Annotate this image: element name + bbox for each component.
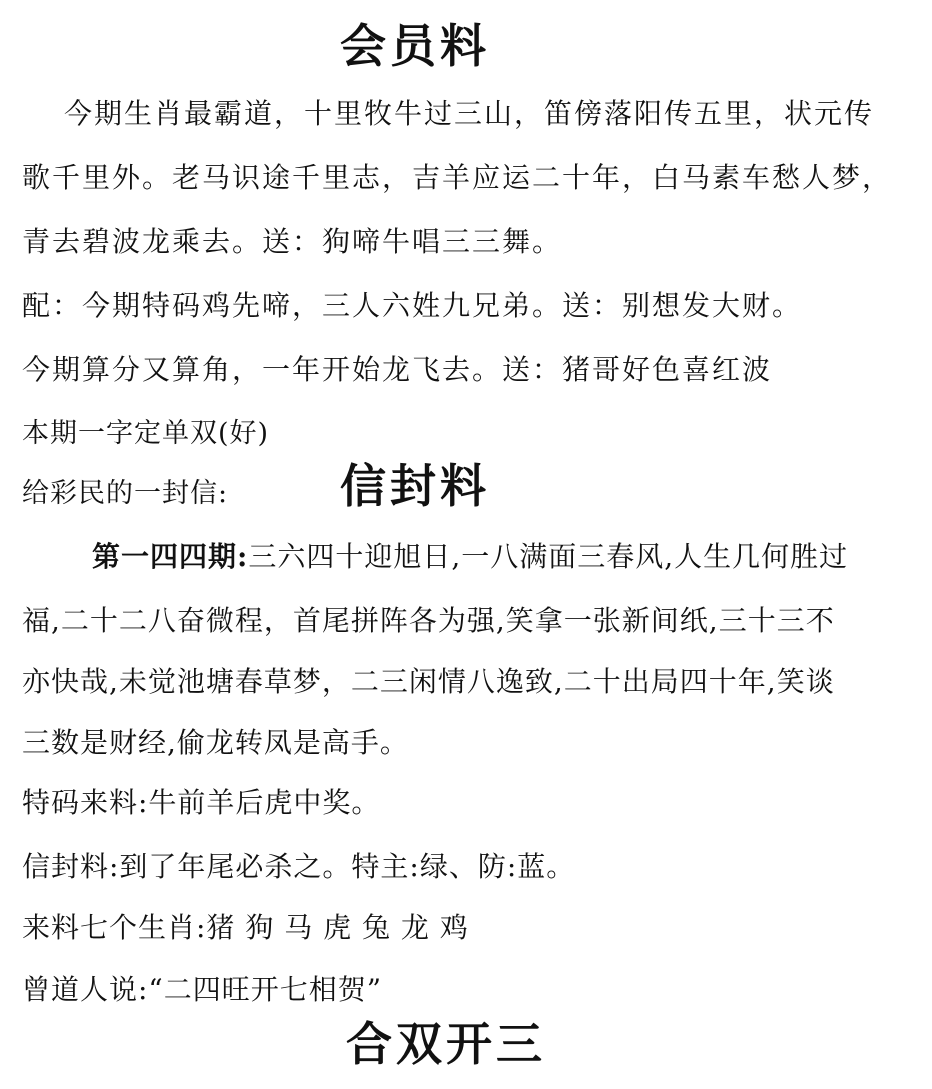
- member-paragraph-line-2: 歌千里外。老马识途千里志，吉羊应运二十年，白马素车愁人梦，: [22, 161, 893, 194]
- envelope-paragraph-line-2: 福,二十二八奋微程，首尾拼阵各为强,笑拿一张新间纸,三十三不: [22, 604, 835, 637]
- zodiac-line: 来料七个生肖:猪 狗 马 虎 兔 龙 鸡: [22, 911, 469, 944]
- envelope-paragraph-line-1: [92, 540, 848, 574]
- envelope-section-title: 信封料: [340, 459, 490, 513]
- envelope-paragraph-line-1-text: 三六四十迎旭日,一八满面三春风,人生几何胜过: [248, 540, 849, 573]
- member-paragraph-line-3: 青去碧波龙乘去。送：狗啼牛唱三三舞。: [22, 225, 563, 258]
- issue-label: 第一四四期:: [92, 540, 249, 573]
- special-code-line: 特码来料:牛前羊后虎中奖。: [22, 786, 381, 819]
- footer-title: 合双开三: [346, 1017, 546, 1071]
- envelope-paragraph-line-4: 三数是财经,偷龙转凤是高手。: [22, 726, 409, 759]
- match-line: 配：今期特码鸡先啼，三人六姓九兄弟。送：别想发大财。: [22, 289, 803, 322]
- envelope-tip-line: 信封料:到了年尾必杀之。特主:绿、防:蓝。: [22, 850, 576, 883]
- single-double-line: 本期一字定单双(好): [22, 418, 270, 449]
- member-paragraph-line-1: 今期生肖最霸道，十里牧牛过三山，笛傍落阳传五里，状元传: [64, 97, 875, 130]
- letter-intro-line: 给彩民的一封信:: [22, 478, 229, 509]
- calc-line: 今期算分又算角，一年开始龙飞去。送：猪哥好色喜红波: [22, 353, 773, 386]
- zeng-line: 曾道人说:“二四旺开七相贺”: [22, 973, 383, 1006]
- envelope-paragraph-line-3: 亦快哉,未觉池塘春草梦，二三闲情八逸致,二十出局四十年,笑谈: [22, 665, 835, 698]
- member-section-title: 会员料: [340, 19, 490, 73]
